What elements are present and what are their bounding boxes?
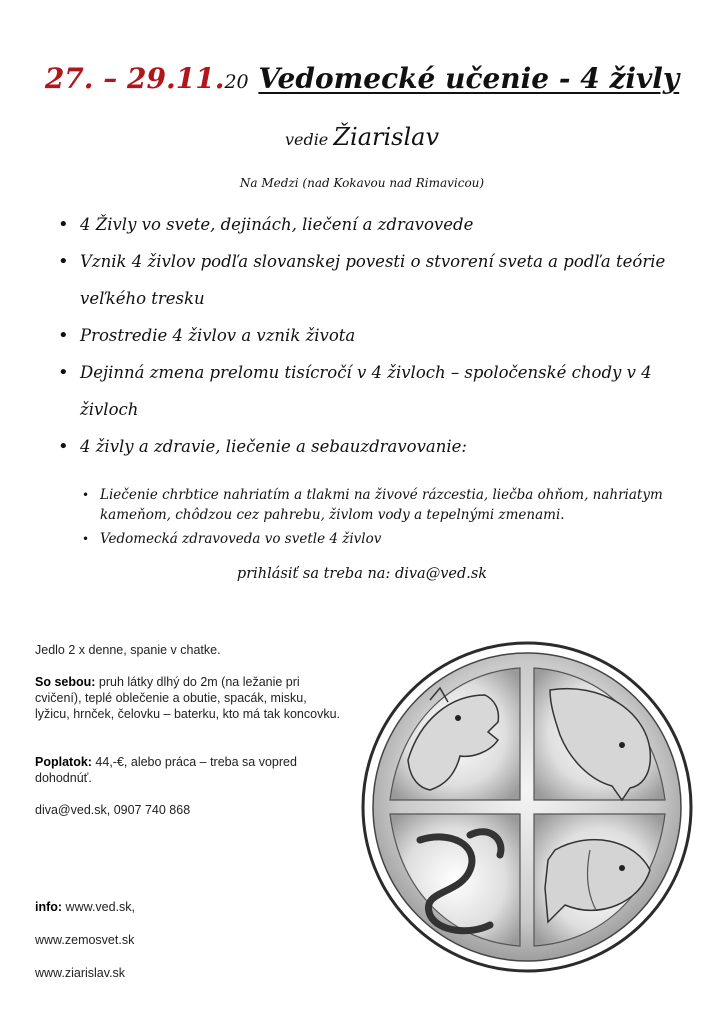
led-by [0,123,724,151]
info-site[interactable]: www.ved.sk, [62,900,136,914]
what-to-bring [35,674,340,722]
site-link-zemosvet[interactable]: www.zemosvet.sk [35,933,135,947]
event-location: Na Medzi (nad Kokavou nad Rimavicou) [239,176,485,190]
four-elements-emblem [360,640,694,974]
topic-item: • 4 Živly vo svete, dejinách, liečení a zdravovede [52,206,692,243]
contact: diva@ved.sk, 0907 740 868 [35,803,191,817]
fee-text: 44,-€, alebo práca – treba sa vopred dohodnúť. [35,755,297,785]
led-by-prefix: vedie [284,130,329,149]
info-label: info: [35,900,63,914]
topic-item: • Prostredie 4 živlov a vznik života [52,317,692,354]
led-by-name: Žiarislav [333,123,440,151]
subtopic-item: • Vedomecká zdravoveda vo svetle 4 živlov [80,529,700,549]
bring-label: So sebou: [35,675,96,689]
food-lodging: Jedlo 2 x denne, spanie v chatke. [35,643,221,657]
subtopic-item: • Liečenie chrbtice nahriatím a tlakmi na živové rázcestia, liečba ohňom, nahriatym kameňom, chôdzou cez pahrebu, živlom vody a tepelnými zmenami. [80,485,700,525]
signup-note: prihlásiť sa treba na: diva@ved.sk [236,566,488,582]
site-link-ziarislav[interactable]: www.ziarislav.sk [35,966,126,980]
info-link [35,899,340,915]
event-title [0,62,724,95]
event-date: 27. – 29.11. [44,62,225,95]
topic-item: • Vznik 4 živlov podľa slovanskej povesti o stvorení sveta a podľa teórie veľkého tresku [52,243,692,317]
subtopic-list [80,485,700,549]
event-name: Vedomecké učenie - 4 živly [258,62,680,95]
event-year: 20 [224,71,249,93]
fee [35,754,340,786]
topic-list [52,206,692,465]
topic-item: • Dejinná zmena prelomu tisícročí v 4 živloch – spoločenské chody v 4 živloch [52,354,692,428]
bring-text: pruh látky dlhý do 2m (na ležanie pri cvičení), teplé oblečenie a obutie, spacák, misku, lyžicu, hrnček, čelovku – baterku, kto má tak koncovku. [35,675,340,721]
topic-item: • 4 živly a zdravie, liečenie a sebauzdravovanie: [52,428,692,465]
fee-label: Poplatok: [35,755,92,769]
